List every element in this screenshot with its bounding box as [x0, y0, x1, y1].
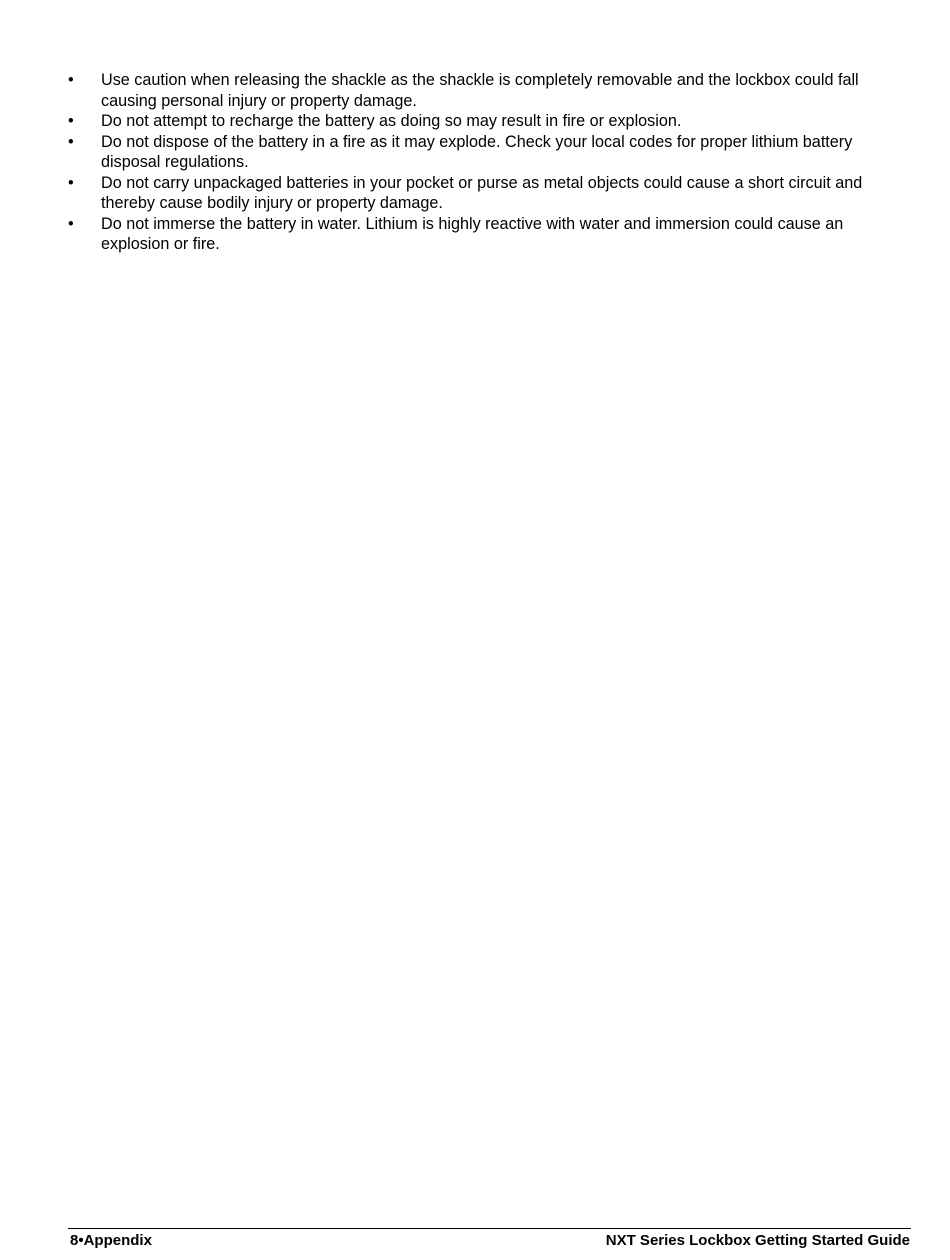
- bullet-item-no-fire-disposal: [68, 132, 913, 173]
- bullet-icon: •: [68, 214, 74, 233]
- bullet-item-shackle-caution: [68, 70, 913, 111]
- footer-divider: [68, 1228, 911, 1229]
- page-footer: [70, 1231, 910, 1251]
- footer-guide-title: NXT Series Lockbox Getting Started Guide: [605, 1232, 910, 1249]
- bullet-text: Do not immerse the battery in water. Lithium is highly reactive with water and immersion could cause an explosion or fire.: [101, 214, 844, 253]
- bullet-icon: •: [68, 71, 74, 89]
- safety-bullet-list: [68, 70, 913, 255]
- bullet-icon: •: [68, 132, 74, 151]
- bullet-icon: •: [68, 112, 74, 130]
- footer-section-label: 8•Appendix: [70, 1232, 152, 1249]
- bullet-text: Use caution when releasing the shackle as the shackle is completely removable and the lockbox could fall causing personal injury or property damage.: [101, 71, 859, 110]
- bullet-text: Do not dispose of the battery in a fire as it may explode. Check your local codes for proper lithium battery disposal regulations.: [101, 132, 853, 171]
- bullet-item-no-recharge: [68, 111, 913, 132]
- bullet-item-no-water-immersion: [68, 214, 913, 255]
- bullet-icon: •: [68, 173, 74, 192]
- bullet-text: Do not attempt to recharge the battery as doing so may result in fire or explosion.: [101, 112, 682, 130]
- bullet-text: Do not carry unpackaged batteries in your pocket or purse as metal objects could cause a short circuit and thereby cause bodily injury or property damage.: [101, 173, 863, 212]
- bullet-item-no-pocket-carry: [68, 173, 913, 214]
